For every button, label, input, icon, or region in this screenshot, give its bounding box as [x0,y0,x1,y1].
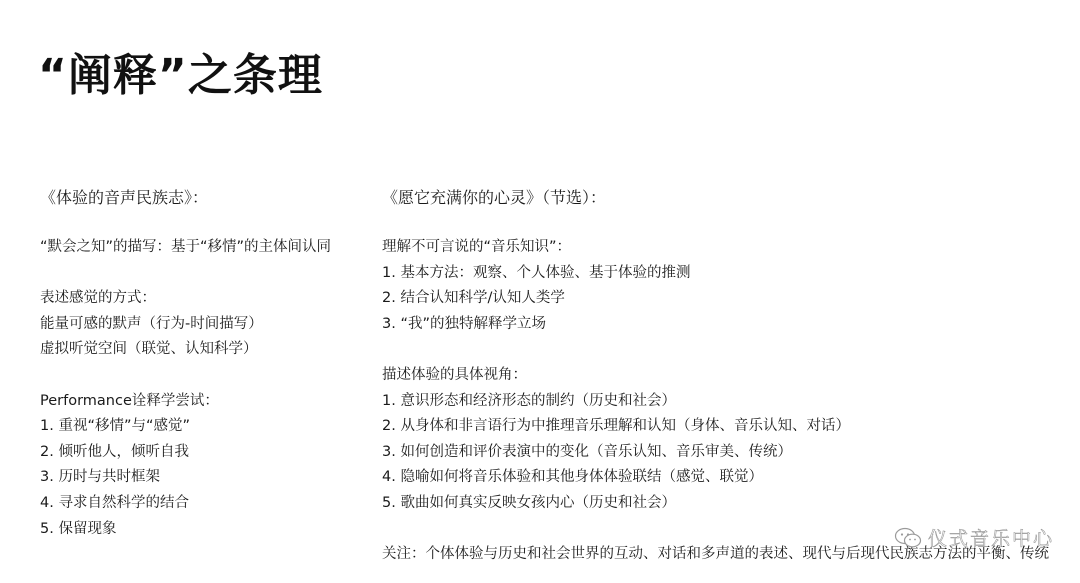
modes-heading: 表述感觉的方式： [40,290,156,307]
page-title: “阐释”之条理 [38,50,323,101]
perspective-item: 2. 从身体和非言语行为中推理音乐理解和认知（身体、音乐认知、对话） [382,418,850,435]
perspective-heading: 描述体验的具体视角： [382,366,527,383]
perspective-item: 5. 歌曲如何真实反映女孩内心（历史和社会） [382,494,676,511]
mode-item: 虚拟听觉空间（联觉、认知科学） [40,341,258,358]
perspective-item: 3. 如何创造和评价表演中的变化（音乐认知、音乐审美、传统） [382,443,792,460]
watermark-text: 仪式音乐中心 [927,528,1054,550]
mode-item: 能量可感的默声（行为-时间描写） [40,315,263,332]
left-column [40,185,360,542]
knowledge-heading: 理解不可言说的“音乐知识”： [382,239,572,255]
knowledge-item: 1. 基本方法：观察、个人体验、基于体验的推测 [382,264,691,281]
wechat-icon [894,527,922,549]
performance-item: 1. 重视“移情”与“感觉” [40,418,190,435]
watermark [894,524,1054,551]
right-book-heading: 《愿它充满你的心灵》（节选）： [382,188,607,207]
knowledge-item: 3. “我”的独特解释学立场 [382,315,546,332]
focus-line: 关注：个体体验与历史和社会世界的互动、对话和多声道的表述、现代与后现代民族志方法的平衡、传统 [382,546,1049,563]
performance-item: 3. 历时与共时框架 [40,469,160,486]
perspective-item: 4. 隐喻如何将音乐体验和其他身体体验联结（感觉、联觉） [382,469,763,486]
perspective-item: 1. 意识形态和经济形态的制约（历史和社会） [382,392,676,409]
performance-heading: Performance诠释学尝试： [40,392,219,409]
performance-item: 5. 保留现象 [40,520,117,537]
performance-item: 4. 寻求自然科学的结合 [40,494,189,511]
tacit-knowledge-line: “默会之知”的描写：基于“移情”的主体间认同 [40,239,332,255]
knowledge-item: 2. 结合认知科学/认知人类学 [382,290,565,307]
performance-item: 2. 倾听他人，倾听自我 [40,443,189,460]
right-column [382,185,1062,568]
left-book-heading: 《体验的音声民族志》： [40,188,209,207]
